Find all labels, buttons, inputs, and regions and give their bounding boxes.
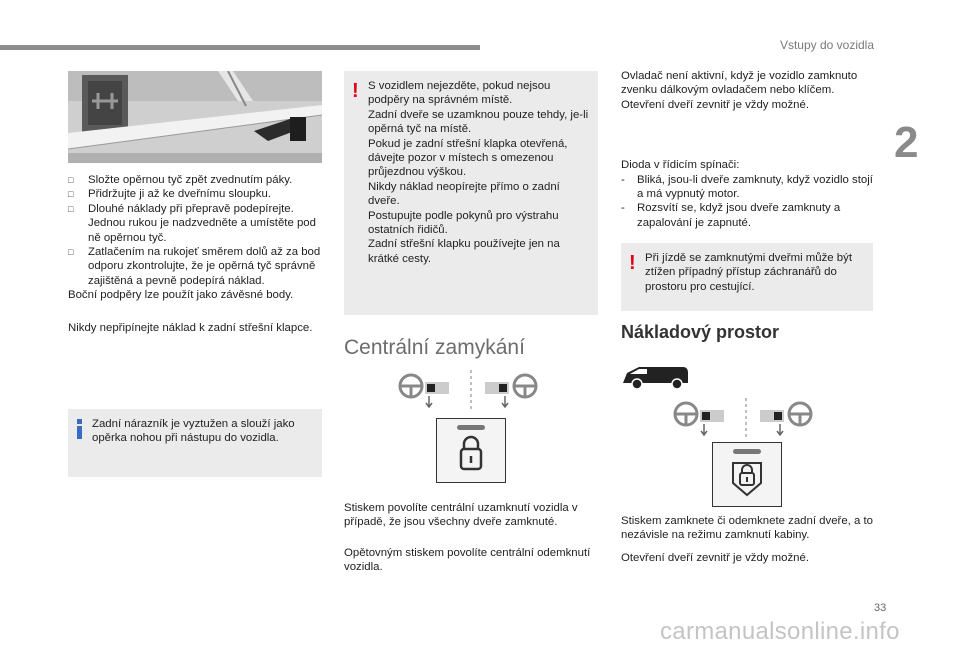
paragraph: Stiskem povolíte centrální uzamknutí vozidla v případě, že jsou všechny dveře zamknuté. [344, 502, 578, 529]
page-number: 33 [874, 602, 887, 614]
chapter-title: Vstupy do vozidla [779, 38, 874, 52]
info-icon [76, 419, 82, 439]
steering-wheel-icon [400, 375, 422, 397]
list-item: □ Přidržujte ji až ke dveřnímu sloupku. [68, 187, 326, 201]
warning-box-doors [621, 243, 873, 311]
steering-wheel-icon [675, 403, 697, 425]
chapter-number: 2 [894, 118, 919, 167]
steering-wheel-icon [514, 375, 536, 397]
list-item: □ Složte opěrnou tyč zpět zvednutím páky. [68, 173, 326, 187]
watermark: carmanualsonline.info [660, 618, 900, 645]
list-item: - Rozsvítí se, když jsou dveře zamknuty a zapalování je zapnuté. [621, 201, 877, 230]
van-icon [621, 361, 691, 391]
cargo-text [621, 514, 877, 565]
section-heading-central-locking: Centrální zamykání [344, 336, 525, 359]
list-item: □ Zatlačením na rukojeť směrem dolů až za bod odporu zkontrolujte, že je opěrná tyč správně zajištěná a pevně podepírá náklad. [68, 245, 326, 288]
instruction-list [68, 173, 326, 288]
paragraph: Nikdy nepřipínejte náklad k zadní střešní klapce. [68, 321, 313, 334]
warning-text: S vozidlem nejezděte, pokud nejsou podpěry na správném místě. Zadní dveře se uzamknou pouze tehdy, je-li opěrná tyč na místě. Pokud je zadní střešní klapka otevřená, dávejte pozor v místech s omezenou průjezdnou výškou. Nikdy náklad neopírejte přímo o zadní dveře. Postupujte podle pokynů pro výstrahu ostatních řidičů. Zadní střešní klapku používejte jen na krátké cesty. [368, 80, 589, 265]
section-heading-cargo-space: Nákladový prostor [621, 322, 780, 342]
lhd-rhd-switch-location [395, 368, 555, 412]
cargo-support-illustration [68, 71, 322, 163]
steering-wheel-icon [789, 403, 811, 425]
central-locking-button[interactable] [436, 418, 506, 483]
padlock-icon [437, 419, 505, 482]
warning-text: Při jízdě se zamknutými dveřmi může být ztížen případný přístup záchranářů do prostoru pro cestující. [645, 252, 852, 293]
cargo-support-photo [68, 71, 322, 163]
list-item: □ Dlouhé náklady při přepravě podepírejte. Jednou rukou je nadzvedněte a umístěte pod ně opěrnou tyč. [68, 202, 326, 245]
paragraph: Opětovným stiskem povolíte centrální odemknutí vozidla. [344, 546, 591, 574]
header-bar [0, 45, 480, 50]
cargo-padlock-icon [713, 443, 781, 506]
info-text: Zadní nárazník je vyztužen a slouží jako opěrka nohou při nástupu do vozidla. [92, 418, 295, 445]
lhd-rhd-switch-location [670, 396, 830, 440]
paragraph: Boční podpěry lze použít jako závěsné body. [68, 289, 294, 302]
paragraph: Ovladač není aktivní, když je vozidlo zamknuto zvenku dálkovým ovladačem nebo klíčem. Otevření dveří zevnitř je vždy možné. [621, 70, 858, 111]
cargo-lock-button[interactable] [712, 442, 782, 507]
paragraph: Otevření dveří zevnitř je vždy možné. [621, 551, 810, 564]
diode-list [621, 173, 877, 231]
info-box [68, 409, 322, 477]
warning-icon: ! [629, 252, 636, 274]
left-column-text [68, 173, 326, 335]
middle-text [344, 501, 598, 575]
warning-icon: ! [352, 80, 359, 102]
right-column-text [621, 69, 877, 230]
warning-box [344, 71, 598, 315]
diode-title: Dioda v řídicím spínači: [621, 159, 740, 172]
paragraph: Stiskem zamknete či odemknete zadní dveře, a to nezávisle na režimu zamknutí kabiny. [621, 515, 873, 542]
list-item: - Bliká, jsou-li dveře zamknuty, když vozidlo stojí a má vypnutý motor. [621, 173, 877, 202]
